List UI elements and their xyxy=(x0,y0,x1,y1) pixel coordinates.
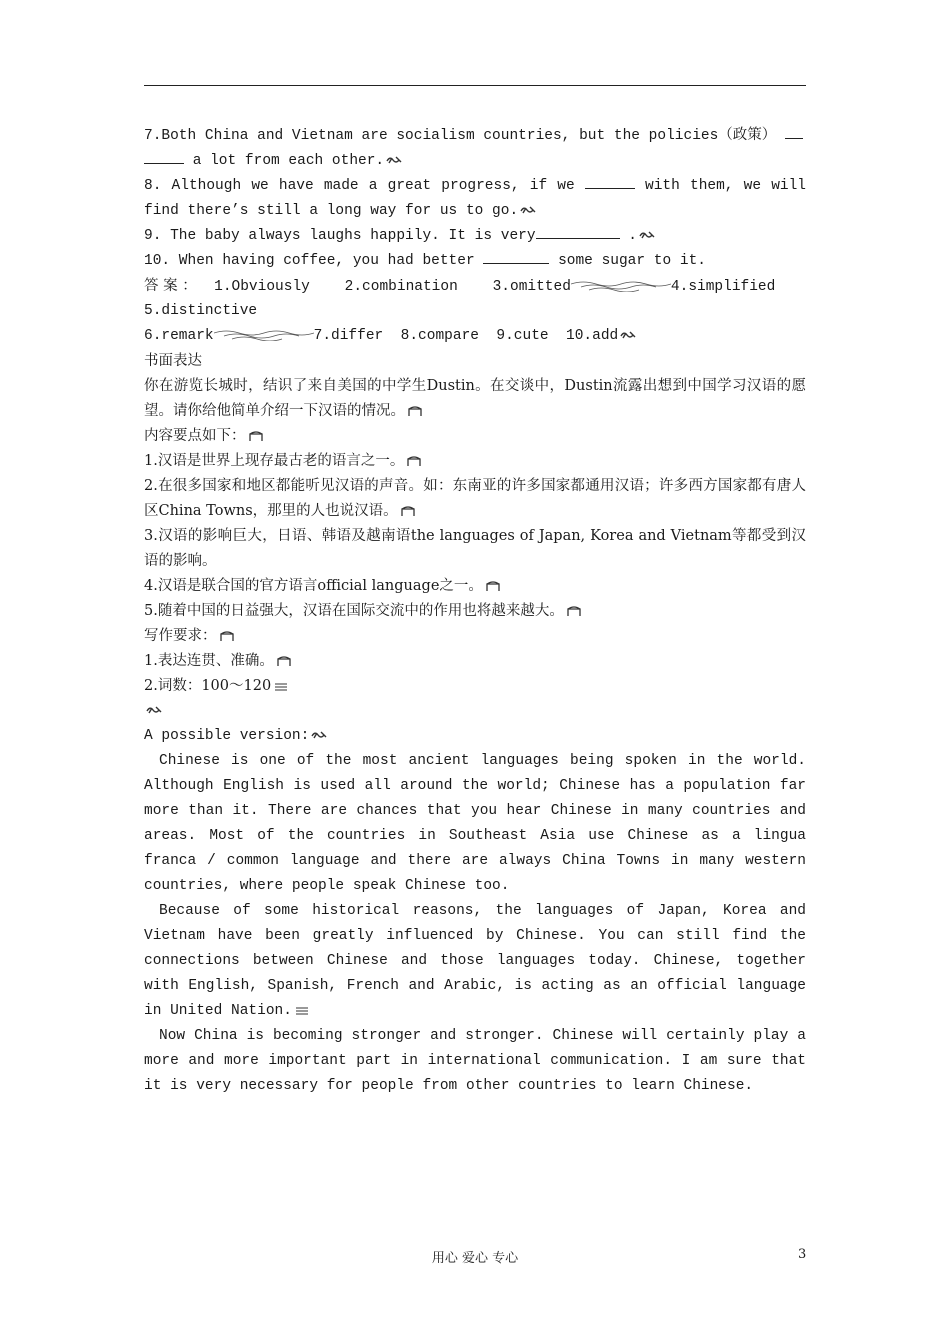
requirement-text: 2.词数：100～120 xyxy=(144,678,272,694)
question-8-text: 8. Although we have made a great progress, if we xyxy=(144,178,575,194)
sample-paragraph-3 xyxy=(144,1024,806,1099)
point-text: 3.汉语的影响巨大，日语、韩语及越南语the languages of Japan, Korea and Vietnam等都受到汉语的影响。 xyxy=(144,528,806,569)
question-7-text-continued: a lot from each other. xyxy=(192,153,385,169)
answer-1: 1.Obviously xyxy=(214,279,310,295)
answer-4: 4.simplified xyxy=(670,279,776,295)
requirement-text: 1.表达连贯、准确。 xyxy=(144,653,274,669)
blank-mark-line xyxy=(144,699,806,724)
answers-label: 答 案 ： xyxy=(144,278,197,294)
paragraph-mark-icon xyxy=(276,655,292,667)
wavy-line-decoration xyxy=(571,280,671,292)
answer-blank xyxy=(585,174,635,189)
question-8-text-end: find there’s still a long way for us to go. xyxy=(144,203,519,219)
answer-5: 5.distinctive xyxy=(144,303,258,319)
answer-blank xyxy=(785,124,803,139)
sample-paragraph-2 xyxy=(144,899,806,1024)
question-10-text: 10. When having coffee, you had better xyxy=(144,253,475,269)
point-text: 1.汉语是世界上现存最古老的语言之一。 xyxy=(144,453,405,469)
requirements-heading xyxy=(144,624,806,649)
page-number: 3 xyxy=(798,1247,807,1262)
point-3 xyxy=(144,524,806,574)
equals-mark-icon xyxy=(294,1004,310,1016)
scribble-mark-icon xyxy=(386,154,402,166)
sample-paragraph-text: Now China is becoming stronger and stronger. Chinese will certainly play a more and more important part in international communication. I am sure that it is very necessary for people from other countries to learn Chinese. xyxy=(144,1028,806,1094)
question-8-line-1 xyxy=(144,174,806,199)
point-5 xyxy=(144,599,806,624)
footer-motto: 用心 爱心 专心 xyxy=(431,1251,519,1266)
answer-6: 6.remark xyxy=(144,328,214,344)
paragraph-mark-icon xyxy=(566,605,582,617)
question-7-line-1 xyxy=(144,124,806,149)
answer-7: 7.differ xyxy=(313,328,384,344)
answers-line-1 xyxy=(144,274,806,299)
scribble-mark-icon xyxy=(620,329,636,341)
answer-blank xyxy=(483,249,549,264)
sample-paragraph-1 xyxy=(144,749,806,899)
scribble-mark-icon xyxy=(639,229,655,241)
requirements-heading-text: 写作要求： xyxy=(144,628,217,644)
scribble-mark-icon xyxy=(520,204,536,216)
paragraph-mark-icon xyxy=(400,505,416,517)
question-10-line xyxy=(144,249,806,274)
header-rule xyxy=(144,85,806,86)
answer-blank xyxy=(144,149,184,164)
answers-line-2 xyxy=(144,299,806,324)
answer-8: 8.compare xyxy=(400,328,479,344)
answer-9: 9.cute xyxy=(496,328,549,344)
scribble-mark-icon xyxy=(146,704,162,716)
sample-heading-text: A possible version: xyxy=(144,728,310,744)
sample-paragraph-text: Chinese is one of the most ancient languages being spoken in the world. Although English is used all around the world; Chinese has a population far more than it. There are chances that you hear Chinese in many countries and areas. Most of the countries in Southeast Asia use Chinese as a lingua franca / common language and there are always China Towns in many western countries, where people speak Chinese too. xyxy=(144,753,806,894)
question-9-line xyxy=(144,224,806,249)
answer-2: 2.combination xyxy=(344,279,458,295)
paragraph-mark-icon xyxy=(407,405,423,417)
paragraph-mark-icon xyxy=(248,430,264,442)
point-1 xyxy=(144,449,806,474)
writing-intro-text: 你在游览长城时，结识了来自美国的中学生Dustin。在交谈中，Dustin流露出想到中国学习汉语的愿望。请你给他简单介绍一下汉语的情况。 xyxy=(144,378,806,419)
answer-3: 3.omitted xyxy=(492,279,571,295)
paragraph-mark-icon xyxy=(485,580,501,592)
paragraph-mark-icon xyxy=(406,455,422,467)
point-2 xyxy=(144,474,806,524)
points-heading xyxy=(144,424,806,449)
sample-heading xyxy=(144,724,806,749)
point-text: 2.在很多国家和地区都能听见汉语的声音。如：东南亚的许多国家都通用汉语；许多西方国家都有唐人区China Towns，那里的人也说汉语。 xyxy=(144,478,806,519)
question-8-text-continued: with them, we will xyxy=(645,178,806,194)
point-text: 5.随着中国的日益强大，汉语在国际交流中的作用也将越来越大。 xyxy=(144,603,564,619)
answer-blank xyxy=(536,224,620,239)
paragraph-mark-icon xyxy=(219,630,235,642)
points-heading-text: 内容要点如下： xyxy=(144,428,246,444)
writing-intro xyxy=(144,374,806,424)
question-7-line-2 xyxy=(144,149,806,174)
point-text: 4.汉语是联合国的官方语言official language之一。 xyxy=(144,578,483,594)
question-8-line-2 xyxy=(144,199,806,224)
question-10-text-continued: some sugar to it. xyxy=(558,253,706,269)
scribble-mark-icon xyxy=(311,729,327,741)
page-content xyxy=(144,124,806,1099)
equals-mark-icon xyxy=(273,680,289,692)
wavy-line-decoration xyxy=(214,329,314,341)
question-9-period: . xyxy=(628,228,637,244)
sample-paragraph-text: Because of some historical reasons, the languages of Japan, Korea and Vietnam have been greatly influenced by Chinese. You can still find the connections between Chinese and those languages today. Chinese, together with English, Spanish, French and Arabic, is acting as an official language in United Nation. xyxy=(144,903,806,1019)
answer-10: 10.add xyxy=(566,328,619,344)
answers-line-3 xyxy=(144,324,806,349)
requirement-2 xyxy=(144,674,806,699)
question-9-text: 9. The baby always laughs happily. It is very xyxy=(144,228,536,244)
question-7-text: 7.Both China and Vietnam are socialism countries, but the policies（政策） xyxy=(144,128,777,144)
point-4 xyxy=(144,574,806,599)
writing-heading: 书面表达 xyxy=(144,353,202,369)
requirement-1 xyxy=(144,649,806,674)
